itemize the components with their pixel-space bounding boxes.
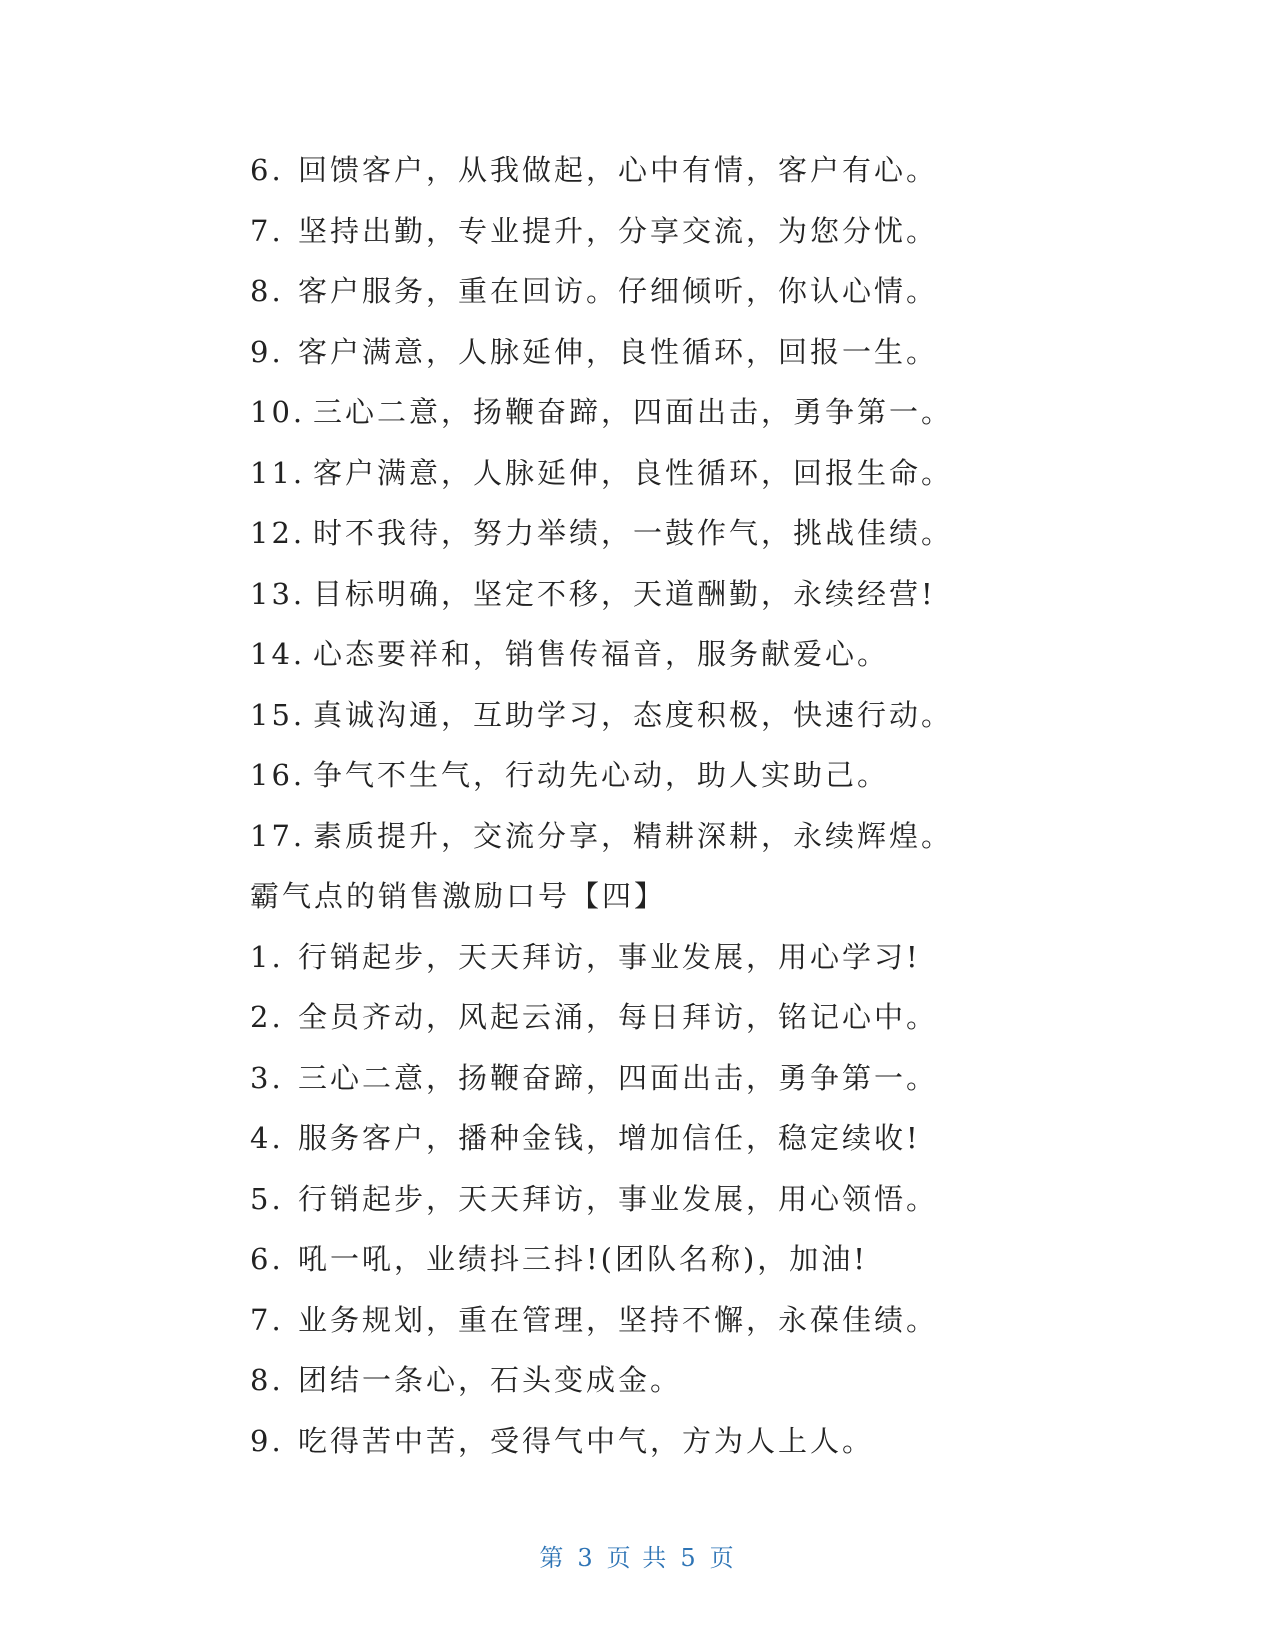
list-item: 12. 时不我待，努力举绩，一鼓作气，挑战佳绩。 — [250, 516, 954, 550]
list-item: 16. 争气不生气，行动先心动，助人实助己。 — [250, 758, 890, 792]
list-item: 14. 心态要祥和，销售传福音，服务献爱心。 — [250, 637, 890, 671]
list-item: 15. 真诚沟通，互助学习，态度积极，快速行动。 — [250, 697, 954, 732]
list-item: 2. 全员齐动，风起云涌，每日拜访，铭记心中。 — [250, 1000, 939, 1034]
list-item: 1. 行销起步，天天拜访，事业发展，用心学习! — [250, 939, 921, 974]
list-item: 3. 三心二意，扬鞭奋蹄，四面出击，勇争第一。 — [250, 1060, 939, 1095]
list-item: 11. 客户满意，人脉延伸，良性循环，回报生命。 — [250, 455, 954, 490]
document-body — [250, 140, 1010, 1471]
list-item: 17. 素质提升，交流分享，精耕深耕，永续辉煌。 — [250, 818, 954, 853]
list-item: 6. 回馈客户，从我做起，心中有情，客户有心。 — [250, 153, 939, 187]
current-page-number: 3 — [577, 1544, 595, 1572]
list-item: 8. 客户服务，重在回访。仔细倾听，你认心情。 — [250, 274, 939, 308]
list-item: 10. 三心二意，扬鞭奋蹄，四面出击，勇争第一。 — [250, 395, 954, 429]
list-item: 9. 吃得苦中苦，受得气中气，方为人上人。 — [250, 1423, 875, 1458]
list-item: 7. 坚持出勤，专业提升，分享交流，为您分忧。 — [250, 213, 939, 248]
list-item: 13. 目标明确，坚定不移，天道酬勤，永续经营! — [250, 576, 936, 611]
list-item: 7. 业务规划，重在管理，坚持不懈，永葆佳绩。 — [250, 1302, 939, 1337]
list-item: 5. 行销起步，天天拜访，事业发展，用心领悟。 — [250, 1181, 939, 1216]
total-page-count: 5 — [680, 1544, 698, 1572]
page-number-footer: 第 3 页 共 5 页 — [539, 1544, 736, 1572]
section-heading: 霸气点的销售激励口号【四】 — [250, 879, 667, 913]
list-item: 4. 服务客户，播种金钱，增加信任，稳定续收! — [250, 1121, 921, 1155]
list-item: 8. 团结一条心，石头变成金。 — [250, 1363, 683, 1397]
list-item: 6. 吼一吼，业绩抖三抖!(团队名称)，加油! — [250, 1242, 868, 1276]
list-item: 9. 客户满意，人脉延伸，良性循环，回报一生。 — [250, 334, 939, 369]
